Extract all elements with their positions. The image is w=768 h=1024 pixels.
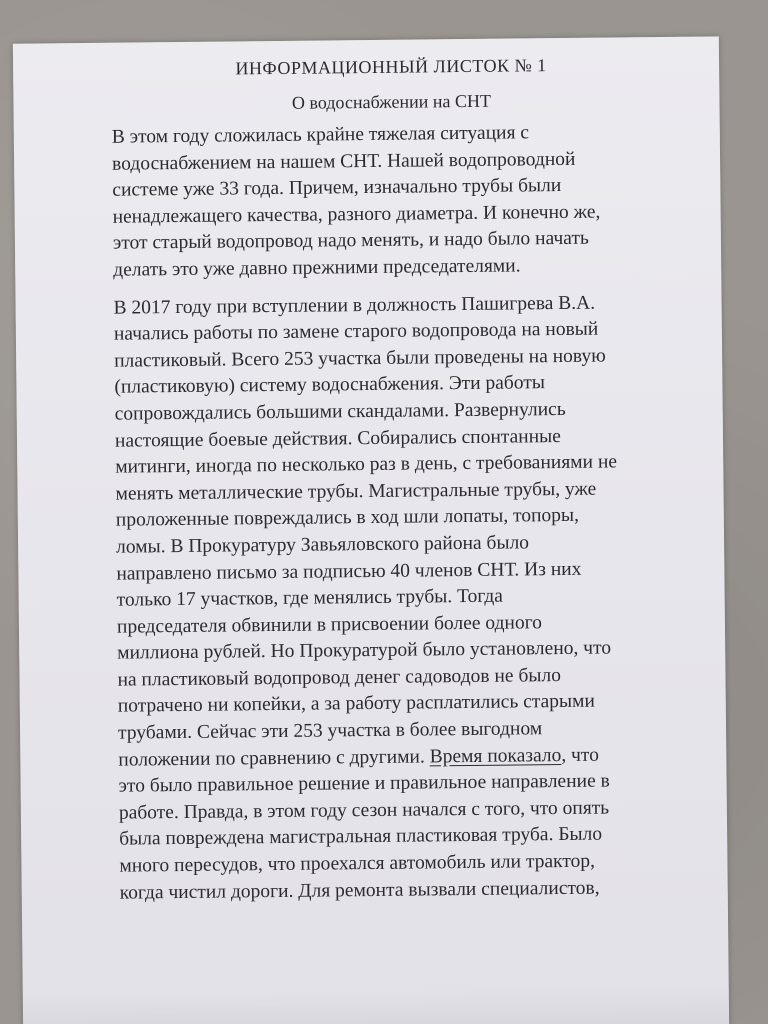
text-line: водоснабжением на нашем СНТ. Нашей водопроводной	[111, 148, 576, 175]
text-line: настоящие боевые действия. Собирались спонтанные	[114, 425, 561, 452]
text-line: проложенные повреждались в ход шли лопаты, топоры,	[115, 505, 580, 531]
text-line: трубами. Сейчас эти 253 участка в более выгодном	[117, 718, 543, 744]
text-line: председателя обвинили в присвоении более одного	[116, 611, 543, 638]
text-line: (пластиковую) систему водоснабжения. Эти работы	[114, 372, 546, 399]
text-line: ломы. В Прокуратуру Завьяловского района было	[116, 532, 530, 558]
text-line: В этом году сложилась крайне тяжелая ситуация с	[111, 122, 530, 148]
text-line: была повреждена магистральная пластиковая труба. Было	[119, 824, 603, 851]
paragraph-2	[113, 289, 719, 907]
text-line: этот старый водопровод надо менять, и надо было начать	[112, 228, 589, 255]
text-line: митинги, иногда по несколько раз в день, с требованиями не	[115, 451, 618, 478]
text-line: на пластиковый водопровод денег садоводов не было	[117, 664, 562, 691]
paper-shadow	[23, 986, 729, 1024]
text-line: работе. Правда, в этом году сезон начался с того, что опять	[118, 797, 610, 824]
text-line: начались работы по замене старого водопровода на новый	[113, 318, 599, 345]
text-line: ненадлежащего качества, разного диаметра. И конечно же,	[112, 201, 601, 228]
text-line: когда чистил дороги. Для ремонта вызвали специалистов,	[119, 877, 600, 904]
document-subtitle: О водоснабжении на СНТ	[291, 90, 492, 113]
paragraph-1	[112, 118, 714, 284]
paper-sheet	[13, 36, 729, 1024]
text-line: миллиона рублей. Но Прокуратурой было установлено, что	[117, 637, 612, 664]
underlined-phrase: Время показало	[429, 744, 562, 768]
text-line: потрачено ни копейки, а за работу расплатились старыми	[117, 691, 595, 718]
text-fragment: положении по сравнению с другими.	[118, 746, 430, 771]
document-title: ИНФОРМАЦИОННЫЙ ЛИСТОК № 1	[235, 55, 547, 79]
text-line: это было правильное решение и правильное направление в	[118, 770, 610, 797]
text-fragment: , что	[561, 744, 600, 766]
document-body	[111, 48, 720, 917]
text-line: направлено письмо за подписью 40 членов СНТ. Из них	[116, 558, 582, 585]
text-line: менять металлические трубы. Магистральные трубы, уже	[115, 478, 597, 505]
text-line: только 17 участков, где менялись трубы. Тогда	[116, 585, 503, 611]
text-line: много пересудов, что проехался автомобиль или трактор,	[119, 850, 596, 877]
text-line: делать это уже давно прежними председателями.	[113, 255, 521, 281]
text-line: пластиковый. Всего 253 участка были проведены на новую	[114, 345, 606, 372]
text-line: системе уже 33 года. Причем, изначально трубы были	[112, 175, 562, 201]
text-line: В 2017 году при вступлении в должность Пашигрева В.А.	[113, 292, 596, 319]
text-line: сопровождались большими скандалами. Развернулись	[114, 398, 566, 425]
